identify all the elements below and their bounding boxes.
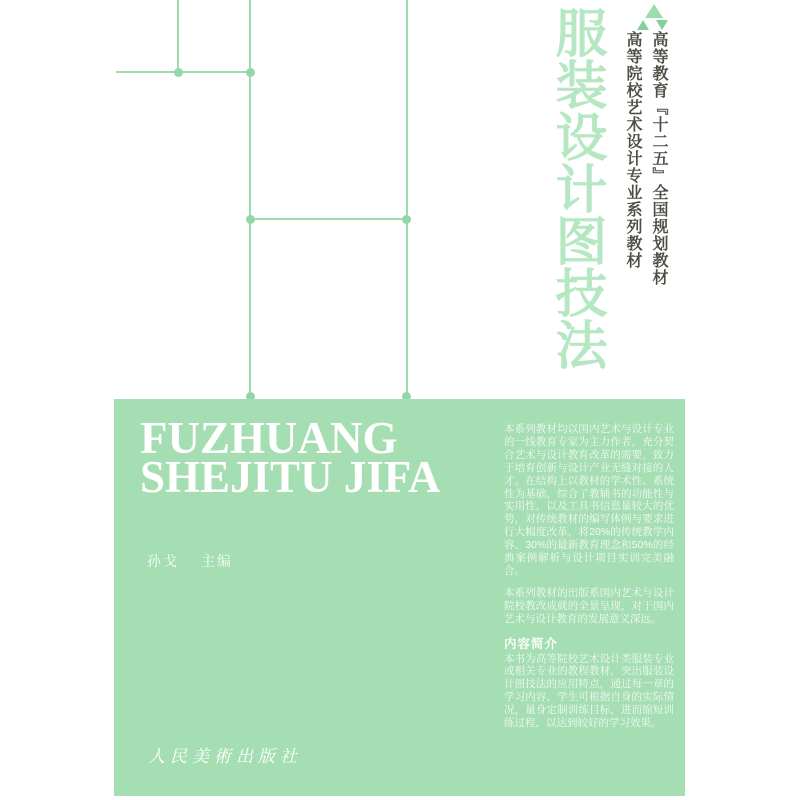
triangle-bottom-left-icon xyxy=(637,20,649,30)
grid-node-dot xyxy=(402,215,411,224)
series-caption-line-1: 高等教育『十二五』全国规划教材 xyxy=(650,31,667,286)
editor-name: 孙戈 xyxy=(147,553,179,569)
blurb-paragraph-2: 本系列教材的出版系国内艺术与设计院校教改成就的全景呈现，对于国内艺术与设计教育的发展意义深远。 xyxy=(504,586,674,625)
editor-role: 主编 xyxy=(200,553,233,569)
grid-node-dot xyxy=(174,68,183,77)
grid-vertical-line-1 xyxy=(177,0,179,72)
editor-credit xyxy=(147,551,233,571)
publisher-triangle-logo-icon xyxy=(637,4,671,32)
series-caption xyxy=(619,31,671,291)
intro-heading: 内容简介 xyxy=(504,636,559,651)
book-title: 服装设计图技法 xyxy=(546,6,607,370)
grid-horizontal-line-2 xyxy=(249,218,408,220)
triangle-bottom-right-icon xyxy=(656,20,668,30)
intro-text: 本书为高等院校艺术设计类服装专业或相关专业的教程教材，突出服装设计图技法的应用特点，通过每一章的学习内容，学生可根据自身的实际情况，量身定制训练目标，进而缩短训练过程，以达到较好的学习效果。 xyxy=(504,652,674,730)
romanized-title-line-1: FUZHUANG xyxy=(140,413,398,463)
publisher-name: 人民美術出版社 xyxy=(148,747,302,767)
grid-node-dot xyxy=(246,215,255,224)
triangle-top-icon xyxy=(645,4,663,18)
back-blurb xyxy=(504,423,674,739)
grid-vertical-line-3 xyxy=(406,0,408,397)
romanized-title xyxy=(140,413,441,502)
grid-node-dot xyxy=(246,68,255,77)
grid-vertical-line-2 xyxy=(249,0,251,397)
blurb-paragraph-1: 本系列教材均以国内艺术与设计专业的一线教育专家为主力作者，充分契合艺术与设计教育改革的需要，致力于培育创新与设计产业无缝对接的人才。在结构上以教材的学术性、系统性为基础，综合了教辅书的功能性与实用性，以及工具书信息量较大的优势，对传统教材的编写体例与要求进行大幅度改革，将20%的传统教学内容、30%的最新教育理念和50%的经典案例解析与设计项目实训完美融合。 xyxy=(504,423,674,577)
grid-horizontal-line-1 xyxy=(116,71,251,73)
romanized-title-line-2: SHEJITU JIFA xyxy=(140,452,441,502)
series-caption-line-2: 高等院校艺术设计专业系列教材 xyxy=(624,31,641,269)
green-panel xyxy=(114,399,685,796)
